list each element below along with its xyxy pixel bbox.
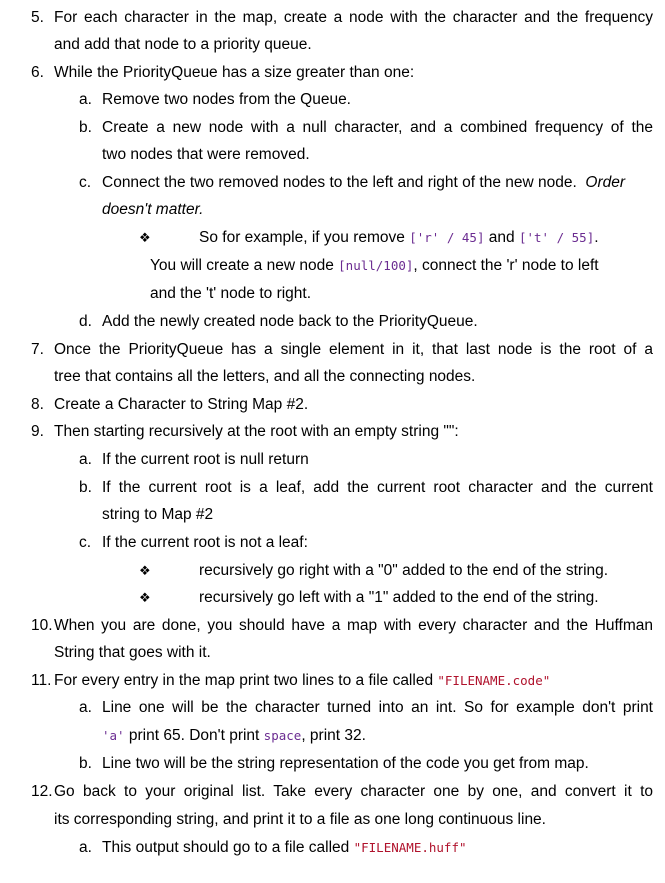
diamond-bullet-icon: ❖	[139, 230, 151, 245]
sub-item-6a	[0, 86, 653, 113]
item-text: tree that contains all the letters, and all the connecting nodes.	[54, 368, 476, 385]
sub-item-text: two nodes that were removed.	[102, 146, 310, 163]
sub-item-text: Line one will be the character turned into an int. So for example don't print	[102, 699, 653, 716]
list-item-10	[0, 612, 653, 639]
item-text: While the PriorityQueue has a size greater than one:	[54, 64, 415, 81]
sub-item-letter: a.	[79, 451, 92, 468]
bullet-text: So for example, if you remove ['r' / 45] and ['t' / 55].	[199, 229, 599, 246]
sub-item-12a	[0, 834, 653, 861]
sub-item-letter: c.	[79, 534, 92, 551]
item-text: Then starting recursively at the root with an empty string "":	[54, 423, 459, 440]
sub-item-letter: a.	[79, 839, 92, 856]
sub-item-letter: c.	[79, 174, 92, 191]
list-item-5-cont	[0, 31, 653, 58]
sub-item-text: doesn't matter.	[102, 201, 204, 218]
list-item-7-cont	[0, 363, 653, 390]
bullet-item-example-cont	[0, 252, 653, 279]
sub-item-text: If the current root is not a leaf:	[102, 534, 308, 551]
sub-item-letter: b.	[79, 119, 92, 136]
list-item-6	[0, 59, 653, 86]
list-item-5	[0, 4, 653, 31]
sub-item-9b	[0, 474, 653, 501]
list-item-12-cont	[0, 806, 653, 833]
sub-item-6b	[0, 114, 653, 141]
list-item-11	[0, 667, 653, 694]
item-text: its corresponding string, and print it to a file as one long continuous line.	[54, 811, 546, 828]
list-item-7	[0, 336, 653, 363]
item-number: 8.	[31, 396, 44, 413]
sub-item-9b-cont	[0, 501, 653, 528]
sub-item-6d	[0, 308, 653, 335]
sub-item-9a	[0, 446, 653, 473]
bullet-item-left	[0, 584, 653, 611]
bullet-text: recursively go right with a "0" added to the end of the string.	[199, 562, 609, 579]
bullet-item-right	[0, 557, 653, 584]
sub-item-letter: a.	[79, 91, 92, 108]
item-text: Go back to your original list. Take every character one by one, and convert it to	[54, 783, 653, 800]
sub-item-letter: a.	[79, 699, 92, 716]
sub-item-text: 'a' print 65. Don't print space, print 32.	[102, 727, 366, 744]
bullet-text: You will create a new node [null/100], connect the 'r' node to left	[150, 257, 599, 274]
sub-item-text: If the current root is a leaf, add the current root character and the current	[102, 479, 653, 496]
item-text: String that goes with it.	[54, 644, 211, 661]
sub-item-11a	[0, 694, 653, 721]
sub-item-text: Line two will be the string representation of the code you get from map.	[102, 755, 589, 772]
sub-item-letter: b.	[79, 479, 92, 496]
list-item-9	[0, 418, 653, 445]
item-number: 12.	[31, 783, 53, 800]
item-number: 9.	[31, 423, 44, 440]
diamond-bullet-icon: ❖	[139, 563, 151, 578]
sub-item-letter: d.	[79, 313, 92, 330]
item-number: 5.	[31, 9, 44, 26]
sub-item-9c	[0, 529, 653, 556]
item-number: 7.	[31, 341, 44, 358]
list-item-12	[0, 778, 653, 805]
item-number: 11.	[31, 672, 52, 689]
bullet-text: recursively go left with a "1" added to the end of the string.	[199, 589, 599, 606]
diamond-bullet-icon: ❖	[139, 590, 151, 605]
item-number: 6.	[31, 64, 44, 81]
list-item-8	[0, 391, 653, 418]
item-text: For every entry in the map print two lines to a file called "FILENAME.code"	[54, 672, 551, 689]
item-text: and add that node to a priority queue.	[54, 36, 312, 53]
sub-item-text: Create a new node with a null character, and a combined frequency of the	[102, 119, 653, 136]
item-text: When you are done, you should have a map with every character and the Huffman	[54, 617, 653, 634]
sub-item-11a-cont	[0, 722, 653, 749]
item-text: For each character in the map, create a node with the character and the frequency	[54, 9, 653, 26]
sub-item-6b-cont	[0, 141, 653, 168]
sub-item-text: Add the newly created node back to the PriorityQueue.	[102, 313, 478, 330]
sub-item-letter: b.	[79, 755, 92, 772]
item-text: Once the PriorityQueue has a single element in it, that last node is the root of a	[54, 341, 653, 358]
bullet-text: and the 't' node to right.	[150, 285, 312, 302]
sub-item-text: Remove two nodes from the Queue.	[102, 91, 351, 108]
item-number: 10.	[31, 617, 53, 634]
sub-item-11b	[0, 750, 653, 777]
bullet-item-example	[0, 224, 653, 251]
sub-item-text: Connect the two removed nodes to the left and right of the new node. Order	[102, 174, 626, 191]
sub-item-text: string to Map #2	[102, 506, 214, 523]
sub-item-text: If the current root is null return	[102, 451, 309, 468]
sub-item-6c-cont	[0, 196, 653, 223]
bullet-item-example-cont2	[0, 280, 653, 307]
sub-item-text: This output should go to a file called "FILENAME.huff"	[102, 839, 467, 856]
sub-item-6c	[0, 169, 653, 196]
list-item-10-cont	[0, 639, 653, 666]
item-text: Create a Character to String Map #2.	[54, 396, 309, 413]
